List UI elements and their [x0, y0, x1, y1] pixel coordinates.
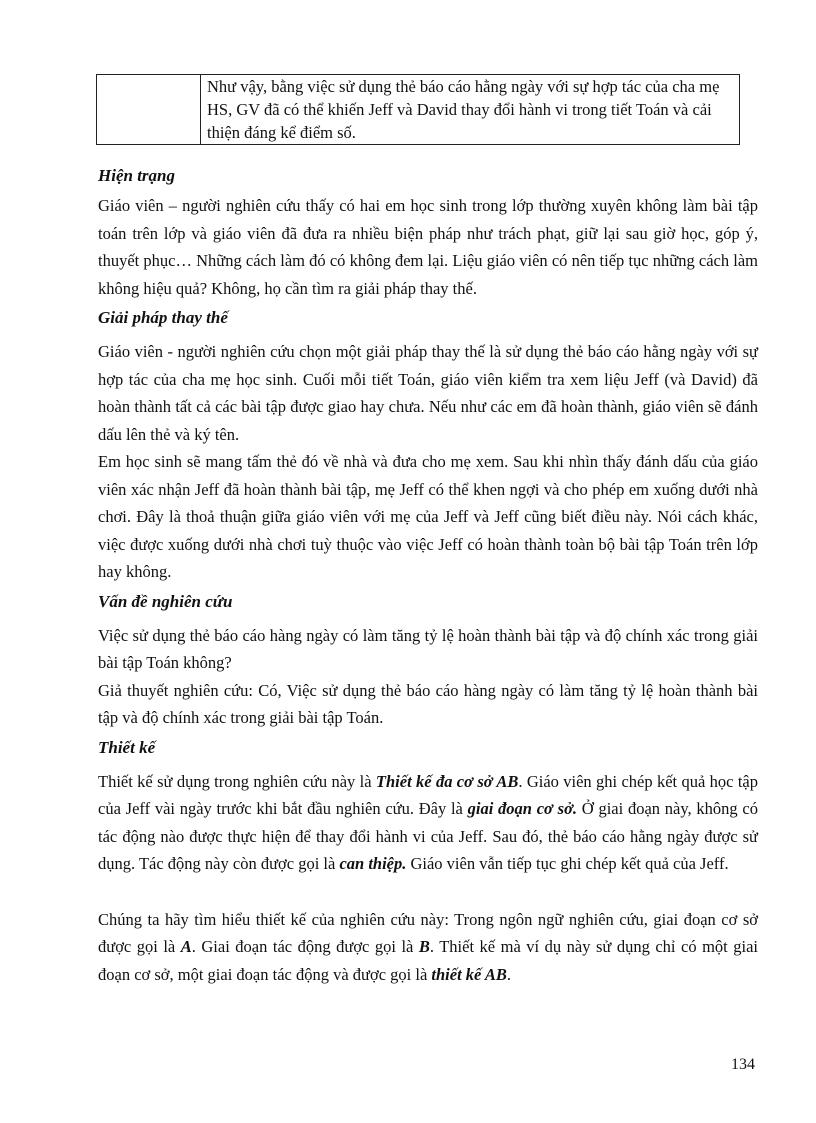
emphasis-giai-doan-co-so: giai đoạn cơ sở.: [467, 799, 578, 818]
emphasis-thiet-ke-ab: thiết kế AB: [431, 964, 507, 984]
text-run: Giáo viên vẫn tiếp tục ghi chép kết quả của Jeff.: [406, 854, 729, 873]
text-run: . Giai đoạn tác động được gọi là: [191, 937, 419, 956]
text-run: Ở giai đoạn này, không có tác động nào được thực hiện để thay đổi hành vi của Jeff. Sau đó, thẻ báo cáo hằng ngày được sử dụng. Tác động này còn được gọi là: [98, 799, 758, 873]
paragraph-van-de-1: Việc sử dụng thẻ báo cáo hàng ngày có làm tăng tỷ lệ hoàn thành bài tập và độ chính xác trong giải bài tập Toán không?: [98, 625, 758, 672]
paragraph-thiet-ke-1: [98, 768, 758, 878]
text-run: . Giáo viên ghi chép kết quả học tập của Jeff vài ngày trước khi bắt đầu nghiên cứu. Đây là: [98, 771, 758, 818]
paragraph-thiet-ke-2: [98, 906, 758, 989]
heading-hien-trang: Hiện trạng: [98, 166, 175, 185]
heading-thiet-ke: Thiết kế: [98, 737, 156, 757]
emphasis-b: B: [418, 937, 430, 956]
table-cell-empty: [97, 75, 201, 145]
paragraph-van-de-2: Giả thuyết nghiên cứu: Có, Việc sử dụng thẻ báo cáo hàng ngày có làm tăng tỷ lệ hoàn thành bài tập và độ chính xác trong giải bài tập Toán.: [98, 680, 758, 727]
emphasis-a: A: [180, 937, 192, 956]
text-run: . Thiết kế mà ví dụ này sử dụng chỉ có một giai đoạn cơ sở, một giai đoạn tác động và được gọi là: [98, 937, 758, 984]
heading-van-de: Vấn đề nghiên cứu: [98, 591, 233, 611]
text-run: .: [506, 964, 512, 984]
paragraph-hien-trang: Giáo viên – người nghiên cứu thấy có hai em học sinh trong lớp thường xuyên không làm bài tập toán trên lớp và giáo viên đã đưa ra nhiều biện pháp như trách phạt, giữ lại sau giờ học, góp ý, thuyết phục… Những cách làm đó có không đem lại. Liệu giáo viên có nên tiếp tục những cách làm không hiệu quả? Không, họ cần tìm ra giải pháp thay thế.: [98, 196, 758, 298]
text-run: Thiết kế sử dụng trong nghiên cứu này là: [98, 771, 376, 791]
paragraph-giai-phap-1: Giáo viên - người nghiên cứu chọn một giải pháp thay thế là sử dụng thẻ báo cáo hằng ngày với sự hợp tác của cha mẹ học sinh. Cuối mỗi tiết Toán, giáo viên kiểm tra xem liệu Jeff (và David) đã hoàn thành tất cả các bài tập được giao hay chưa. Nếu như các em đã hoàn thành, giáo viên sẽ đánh dấu lên thẻ và ký tên.: [98, 342, 758, 444]
page-number: 134: [731, 1056, 755, 1073]
text-run: Chúng ta hãy tìm hiểu thiết kế của nghiên cứu này: Trong ngôn ngữ nghiên cứu, giai đoạn cơ sở được gọi là: [98, 909, 758, 956]
summary-table: [96, 74, 740, 145]
table-row: [97, 75, 740, 145]
emphasis-can-thiep: can thiệp.: [339, 854, 407, 873]
heading-giai-phap: Giải pháp thay thế: [98, 308, 228, 327]
main-content: [98, 160, 758, 988]
table-cell-summary: Như vậy, bằng việc sử dụng thẻ báo cáo hằng ngày với sự hợp tác của cha mẹ HS, GV đã có thể khiến Jeff và David thay đổi hành vi trong tiết Toán và cải thiện đáng kể điểm số.: [201, 75, 740, 145]
emphasis-thiet-ke-da-co-so: Thiết kế đa cơ sở AB: [375, 771, 519, 791]
paragraph-giai-phap-2: Em học sinh sẽ mang tấm thẻ đó về nhà và đưa cho mẹ xem. Sau khi nhìn thấy đánh dấu của giáo viên xác nhận Jeff đã hoàn thành bài tập, mẹ Jeff có thể khen ngợi và cho phép em xuống dưới nhà chơi. Đây là thoả thuận giữa giáo viên với mẹ của Jeff và Jeff cũng biết điều này. Nói cách khác, việc được xuống dưới nhà chơi tuỳ thuộc vào việc Jeff có hoàn thành toàn bộ bài tập Toán trên lớp hay không.: [98, 452, 758, 581]
